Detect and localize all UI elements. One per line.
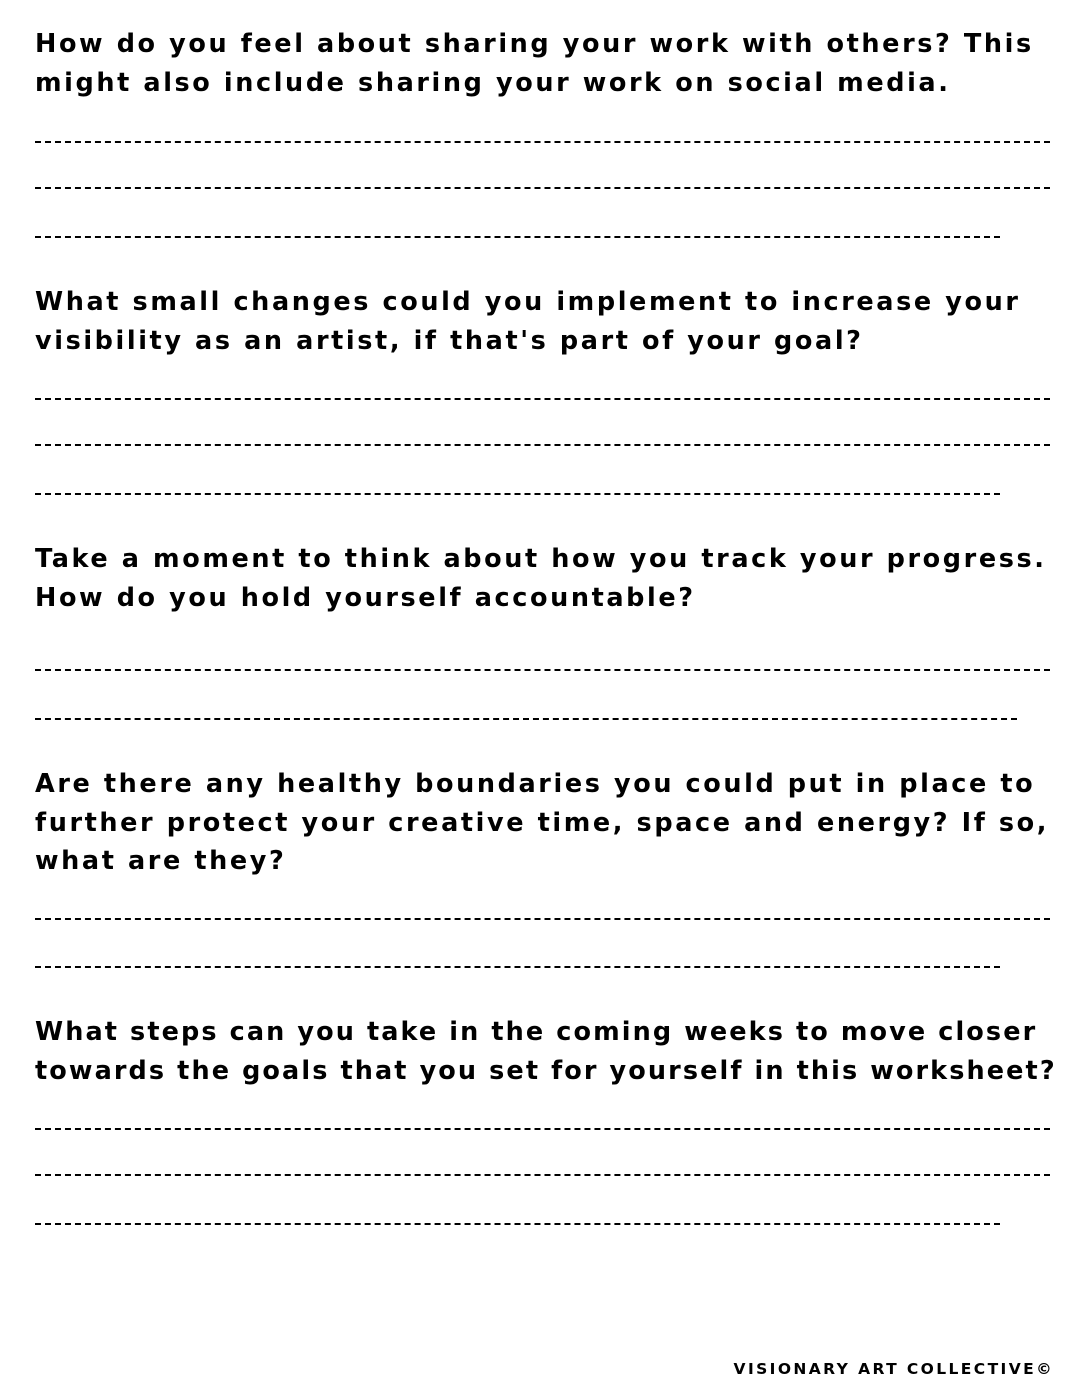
question-1	[35, 25, 1058, 102]
question-5-line-1: What steps can you take in the coming weeks to move closer	[35, 1017, 1038, 1047]
answer-line-3a[interactable]	[35, 669, 1050, 671]
question-4-line-3: what are they?	[35, 846, 287, 876]
answer-line-3b[interactable]	[35, 718, 1017, 720]
question-3	[35, 540, 1058, 617]
answer-line-5c[interactable]	[35, 1223, 1000, 1225]
question-1-line-2: might also include sharing your work on social media.	[35, 67, 951, 98]
answer-line-2a[interactable]	[35, 398, 1050, 400]
answer-line-5a[interactable]	[35, 1128, 1050, 1130]
answer-line-4b[interactable]	[35, 966, 1000, 968]
footer-brand: VISIONARY ART COLLECTIVE©	[733, 1360, 1054, 1378]
question-4-line-1: Are there any healthy boundaries you could put in place to	[35, 769, 1036, 799]
answer-line-2c[interactable]	[35, 493, 1000, 495]
answer-line-1b[interactable]	[35, 187, 1050, 189]
question-3-line-1: Take a moment to think about how you track your progress.	[35, 544, 1047, 574]
answer-line-4a[interactable]	[35, 918, 1050, 920]
answer-line-1c[interactable]	[35, 236, 1000, 238]
answer-line-1a[interactable]	[35, 141, 1050, 143]
answer-line-2b[interactable]	[35, 444, 1050, 446]
question-2	[35, 283, 1058, 360]
question-2-line-1: What small changes could you implement to increase your	[35, 287, 1021, 317]
question-3-line-2: How do you hold yourself accountable?	[35, 582, 696, 613]
question-4	[35, 765, 1058, 881]
question-5-line-2: towards the goals that you set for yourself in this worksheet?	[35, 1055, 1057, 1086]
question-2-line-2: visibility as an artist, if that's part of your goal?	[35, 325, 864, 356]
question-5	[35, 1013, 1058, 1090]
question-4-line-2: further protect your creative time, space and energy? If so,	[35, 807, 1050, 838]
question-1-line-1: How do you feel about sharing your work with others? This	[35, 29, 1034, 59]
answer-line-5b[interactable]	[35, 1174, 1050, 1176]
